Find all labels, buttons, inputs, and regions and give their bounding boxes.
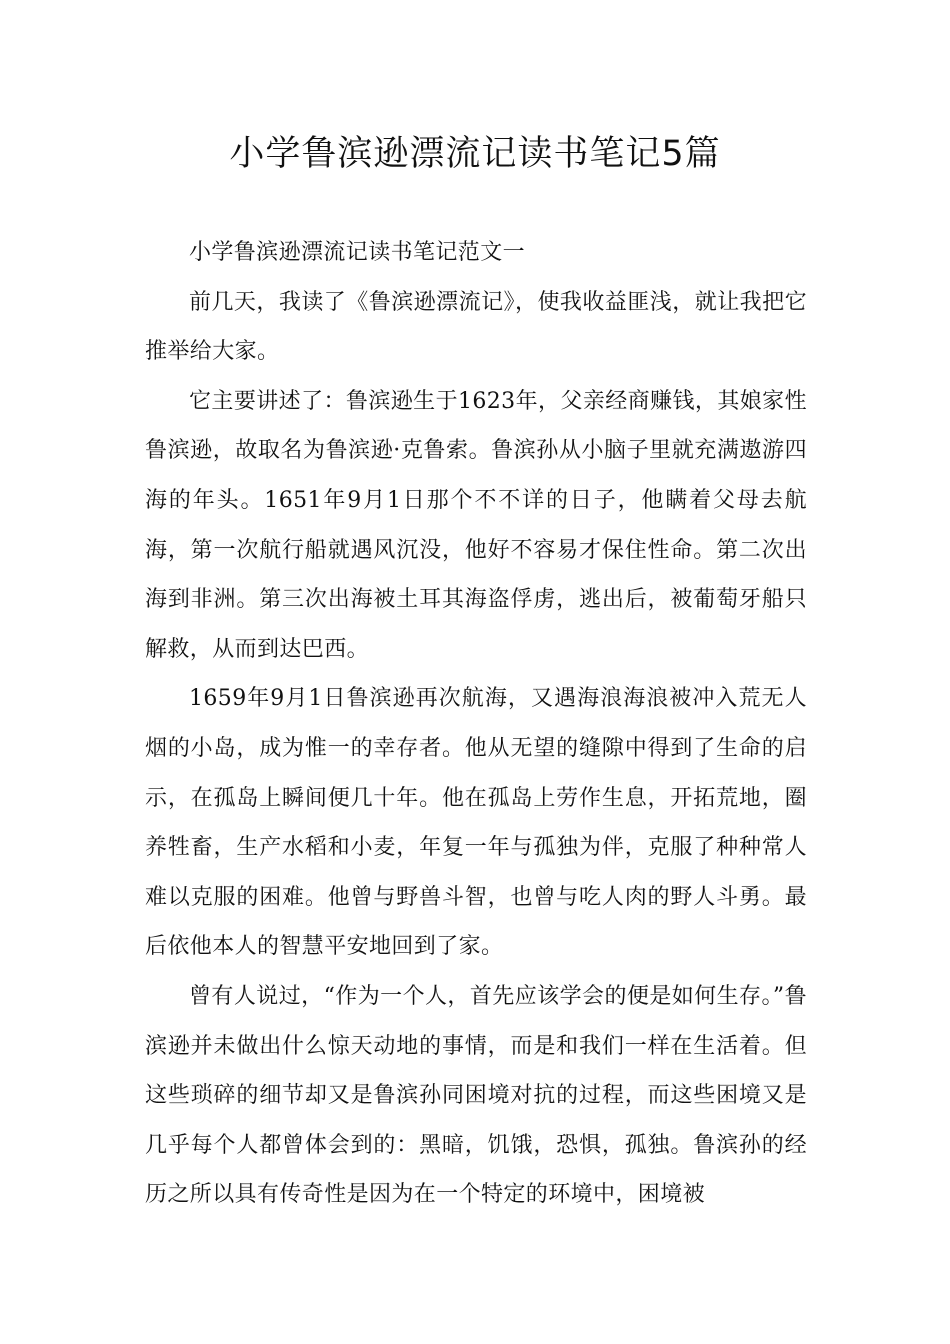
document-title: 小学鲁滨逊漂流记读书笔记5篇 — [229, 134, 721, 174]
paragraph: 曾有人说过，“作为一个人，首先应该学会的便是如何生存。”鲁滨逊并未做出什么惊天动地的事情，而是和我们一样在生活着。但这些琐碎的细节却又是鲁滨孙同困境对抗的过程，而这些困境又是几乎每个人都曾体会到的：黑暗，饥饿，恐惧，孤独。鲁滨孙的经历之所以具有传奇性是因为在一个特定的环境中，困境被 — [145, 983, 807, 1208]
paragraph: 前几天，我读了《鲁滨逊漂流记》，使我收益匪浅，就让我把它推举给大家。 — [145, 289, 807, 365]
document-body — [145, 228, 807, 1220]
paragraph: 它主要讲述了：鲁滨逊生于1623年，父亲经商赚钱，其娘家性鲁滨逊，故取名为鲁滨逊·克鲁索。鲁滨孙从小脑子里就充满遨游四海的年头。1651年9月1日那个不不详的日子，他瞒着父母去航海，第一次航行船就遇风沉没，他好不容易才保住性命。第二次出海到非洲。第三次出海被土耳其海盗俘虏，逃出后，被葡萄牙船只解救，从而到达巴西。 — [145, 388, 807, 662]
section-heading: 小学鲁滨逊漂流记读书笔记范文一 — [189, 240, 526, 265]
paragraph: 1659年9月1日鲁滨逊再次航海，又遇海浪海浪被冲入荒无人烟的小岛，成为惟一的幸存者。他从无望的缝隙中得到了生命的启示，在孤岛上瞬间便几十年。他在孤岛上劳作生息，开拓荒地，圈养牲畜，生产水稻和小麦，年复一年与孤独为伴，克服了种种常人难以克服的困难。他曾与野兽斗智，也曾与吃人肉的野人斗勇。最后依他本人的智慧平安地回到了家。 — [145, 686, 807, 960]
